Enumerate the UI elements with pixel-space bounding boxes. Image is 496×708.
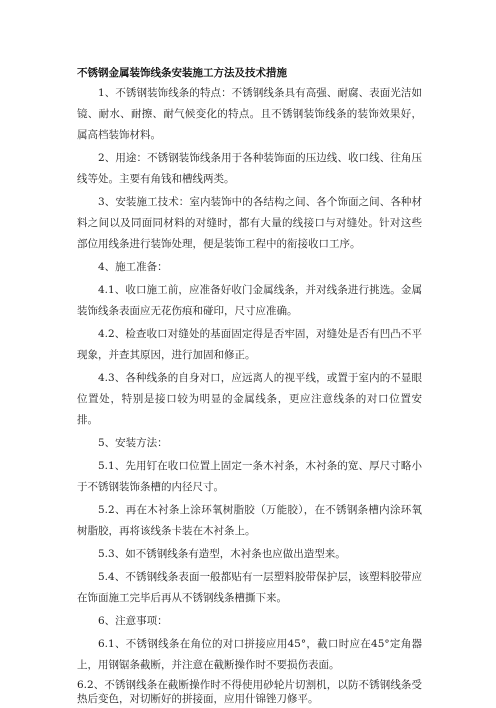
paragraph-6-2: 6.2、不锈钢线条在截断操作时不得使用砂轮片切割机，以防不锈钢线条受热后变色，对切断好的拼接面，应用什锦锉刀修平。 [77, 679, 422, 705]
section-heading-installation: 5、安装方法： [98, 437, 168, 449]
paragraph-6-1: 6.1、不锈钢线条在角位的对口拼接应用45°，截口时应在45°定角器上，用钢锯条截断，并注意在截断操作时不要损伤表面。 [77, 638, 422, 671]
paragraph-2: 2、用途：不锈钢装饰线条用于各种装饰面的压边线、收口线、往角压线等处。主要有角钱和槽线两类。 [77, 152, 422, 185]
paragraph-5-1: 5.1、先用钉在收口位置上固定一条木衬条，木衬条的宽、厚尺寸略小于不锈钢装饰条槽的内径尺寸。 [77, 460, 422, 493]
paragraph-5-4: 5.4、不锈钢线条表面一般都贴有一层塑料胶带保护层，该塑料胶带应在饰面施工完毕后再从不锈钢线条槽撕下来。 [77, 571, 422, 604]
document-body [77, 66, 422, 708]
document-title: 不锈钢金属装饰线条安装施工方法及技术措施 [77, 67, 287, 79]
paragraph-4-2: 4.2、检查收口对缝处的基面固定得是否牢固，对缝处是否有凹凸不平现象，并查其原因，进行加固和修正。 [77, 328, 422, 361]
paragraph-3: 3、安装施工技术：室内装饰中的各结构之间、各个饰面之间、各种材料之间以及同面同材料的对缝时，都有大量的线接口与对缝处。针对这些部位用线条进行装饰处理，便是装饰工程中的衔接收口工序。 [77, 196, 422, 250]
section-heading-notes: 6、注意事项： [98, 615, 168, 627]
section-heading-preparation: 4、施工准备： [98, 261, 168, 273]
paragraph-5-2: 5.2、再在木衬条上涂环氧树脂胶（万能胶），在不锈钢条槽内涂环氧树脂胶，再将该线条卡装在木衬条上。 [77, 504, 422, 537]
paragraph-1: 1、不锈钢装饰线条的特点：不锈钢线条具有高强、耐腐、表面光洁如镜、耐水、耐擦、耐气候变化的特点。且不锈钢装饰线条的装饰效果好，属高档装饰材料。 [77, 87, 422, 141]
paragraph-4-1: 4.1、收口施工前，应准备好收门金属线条，并对线条进行挑选。金属装饰线条表面应无花伤痕和碰印，尺寸应准确。 [77, 284, 422, 317]
paragraph-5-3: 5.3、如不锈钢线条有造型，木衬条也应做出造型来。 [98, 548, 346, 560]
paragraph-4-3: 4.3、各种线条的自身对口，应远离人的视平线，或置于室内的不显眼位置处，特别是接口较为明显的金属线条，更应注意线条的对口位置安排。 [77, 372, 422, 426]
